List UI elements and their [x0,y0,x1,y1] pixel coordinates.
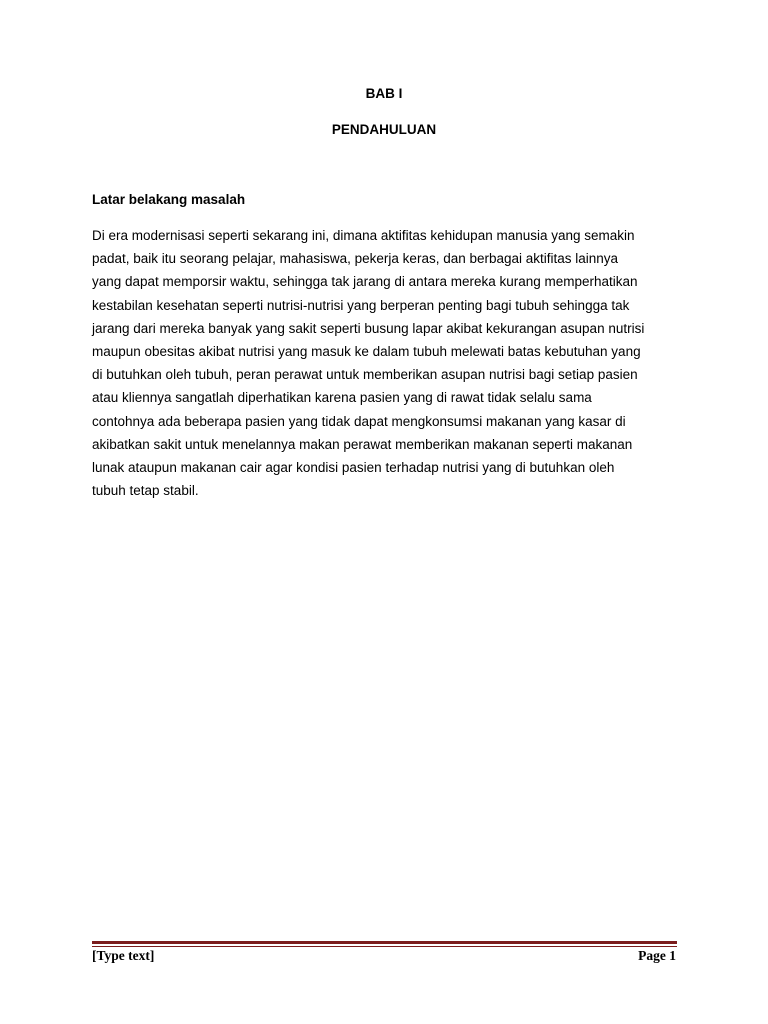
body-paragraph [92,224,682,502]
footer-rule-thick [92,941,677,944]
body-line: kestabilan kesehatan seperti nutrisi-nutrisi yang berperan penting bagi tubuh sehingga tak [92,297,630,313]
chapter-number: BAB I [365,86,403,101]
body-line: contohnya ada beberapa pasien yang tidak dapat mengkonsumsi makanan yang kasar di [92,413,626,429]
body-line: jarang dari mereka banyak yang sakit seperti busung lapar akibat kekurangan asupan nutrisi [92,320,645,336]
body-line: maupun obesitas akibat nutrisi yang masuk ke dalam tubuh melewati batas kebutuhan yang [92,344,641,360]
footer-placeholder-text: [Type text] [92,948,155,963]
body-line: yang dapat memporsir waktu, sehingga tak jarang di antara mereka kurang memperhatikan [92,274,638,290]
body-line: Di era modernisasi seperti sekarang ini, dimana aktifitas kehidupan manusia yang semakin [92,228,635,243]
section-heading: Latar belakang masalah [92,192,246,207]
chapter-title: PENDAHULUAN [331,122,437,137]
body-line: di butuhkan oleh tubuh, peran perawat untuk memberikan asupan nutrisi bagi setiap pasien [92,367,638,383]
body-line: lunak ataupun makanan cair agar kondisi pasien terhadap nutrisi yang di butuhkan oleh [92,460,615,476]
body-line: padat, baik itu seorang pelajar, mahasiswa, pekerja keras, dan berbagai aktifitas lainnya [92,251,619,267]
body-line: tubuh tetap stabil. [92,483,199,499]
footer-rule-thin [92,946,677,947]
body-line: atau kliennya sangatlah diperhatikan karena pasien yang di rawat tidak selalu sama [92,390,592,406]
page-number: Page 1 [638,948,676,963]
body-line: akibatkan sakit untuk menelannya makan perawat memberikan makanan seperti makanan [92,436,633,452]
